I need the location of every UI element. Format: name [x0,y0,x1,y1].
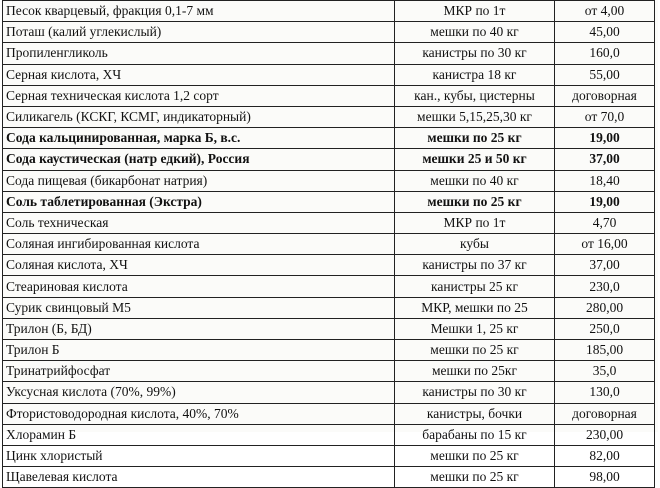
packaging-cell: мешки 25 и 50 кг [395,149,555,170]
price-cell: от 4,00 [555,1,655,22]
packaging-cell: канистры по 30 кг [395,43,555,64]
product-name-cell: Сурик свинцовый М5 [3,297,395,318]
packaging-cell: мешки по 25 кг [395,128,555,149]
packaging-cell: МКР, мешки по 25 [395,297,555,318]
packaging-cell: мешки по 25кг [395,361,555,382]
table-row [3,128,655,149]
table-row [3,467,655,488]
table-row [3,64,655,85]
table-row [3,170,655,191]
product-name-cell: Серная кислота, ХЧ [3,64,395,85]
product-name-cell: Серная техническая кислота 1,2 сорт [3,85,395,106]
table-row [3,149,655,170]
price-cell: 230,00 [555,424,655,445]
price-cell: от 16,00 [555,234,655,255]
price-cell: 37,00 [555,255,655,276]
price-cell: 250,0 [555,318,655,339]
packaging-cell: канистры по 37 кг [395,255,555,276]
packaging-cell: Мешки 1, 25 кг [395,318,555,339]
price-table-body [3,1,655,488]
packaging-cell: МКР по 1т [395,1,555,22]
packaging-cell: мешки по 25 кг [395,340,555,361]
table-row [3,22,655,43]
price-cell: 230,0 [555,276,655,297]
packaging-cell: канистры по 30 кг [395,382,555,403]
product-name-cell: Сода пищевая (бикарбонат натрия) [3,170,395,191]
price-cell: 19,00 [555,191,655,212]
table-row [3,297,655,318]
table-row [3,85,655,106]
packaging-cell: кан., кубы, цистерны [395,85,555,106]
table-row [3,43,655,64]
packaging-cell: канистры 25 кг [395,276,555,297]
packaging-cell: канистра 18 кг [395,64,555,85]
product-name-cell: Хлорамин Б [3,424,395,445]
price-cell: 45,00 [555,22,655,43]
product-name-cell: Поташ (калий углекислый) [3,22,395,43]
table-row [3,382,655,403]
price-cell: 35,0 [555,361,655,382]
table-row [3,276,655,297]
packaging-cell: канистры, бочки [395,403,555,424]
product-name-cell: Соль техническая [3,212,395,233]
packaging-cell: мешки по 25 кг [395,191,555,212]
packaging-cell: кубы [395,234,555,255]
table-row [3,340,655,361]
product-name-cell: Соляная кислота, ХЧ [3,255,395,276]
price-cell: 185,00 [555,340,655,361]
price-cell: 98,00 [555,467,655,488]
table-row [3,1,655,22]
product-name-cell: Сода кальцинированная, марка Б, в.с. [3,128,395,149]
price-cell: договорная [555,403,655,424]
price-cell: 160,0 [555,43,655,64]
product-name-cell: Силикагель (КСКГ, КСМГ, индикаторный) [3,106,395,127]
product-name-cell: Тринатрийфосфат [3,361,395,382]
product-name-cell: Фтористоводородная кислота, 40%, 70% [3,403,395,424]
table-row [3,361,655,382]
product-name-cell: Пропиленгликоль [3,43,395,64]
product-name-cell: Соляная ингибированная кислота [3,234,395,255]
price-cell: 19,00 [555,128,655,149]
product-name-cell: Соль таблетированная (Экстра) [3,191,395,212]
product-name-cell: Сода каустическая (натр едкий), Россия [3,149,395,170]
table-row [3,318,655,339]
packaging-cell: мешки по 40 кг [395,22,555,43]
price-cell: 55,00 [555,64,655,85]
table-row [3,445,655,466]
product-name-cell: Щавелевая кислота [3,467,395,488]
table-row [3,212,655,233]
price-cell: 4,70 [555,212,655,233]
price-cell: 280,00 [555,297,655,318]
price-cell: 37,00 [555,149,655,170]
price-cell: от 70,0 [555,106,655,127]
packaging-cell: мешки 5,15,25,30 кг [395,106,555,127]
price-list-sheet [2,0,658,485]
packaging-cell: мешки по 25 кг [395,467,555,488]
table-row [3,255,655,276]
product-name-cell: Цинк хлористый [3,445,395,466]
table-row [3,424,655,445]
packaging-cell: барабаны по 15 кг [395,424,555,445]
product-name-cell: Песок кварцевый, фракция 0,1-7 мм [3,1,395,22]
packaging-cell: мешки по 40 кг [395,170,555,191]
table-row [3,191,655,212]
packaging-cell: мешки по 25 кг [395,445,555,466]
price-cell: 82,00 [555,445,655,466]
price-cell: 130,0 [555,382,655,403]
price-cell: 18,40 [555,170,655,191]
table-row [3,403,655,424]
table-row [3,234,655,255]
price-table [2,0,655,488]
product-name-cell: Стеариновая кислота [3,276,395,297]
price-cell: договорная [555,85,655,106]
product-name-cell: Трилон Б [3,340,395,361]
product-name-cell: Трилон (Б, БД) [3,318,395,339]
packaging-cell: МКР по 1т [395,212,555,233]
table-row [3,106,655,127]
product-name-cell: Уксусная кислота (70%, 99%) [3,382,395,403]
